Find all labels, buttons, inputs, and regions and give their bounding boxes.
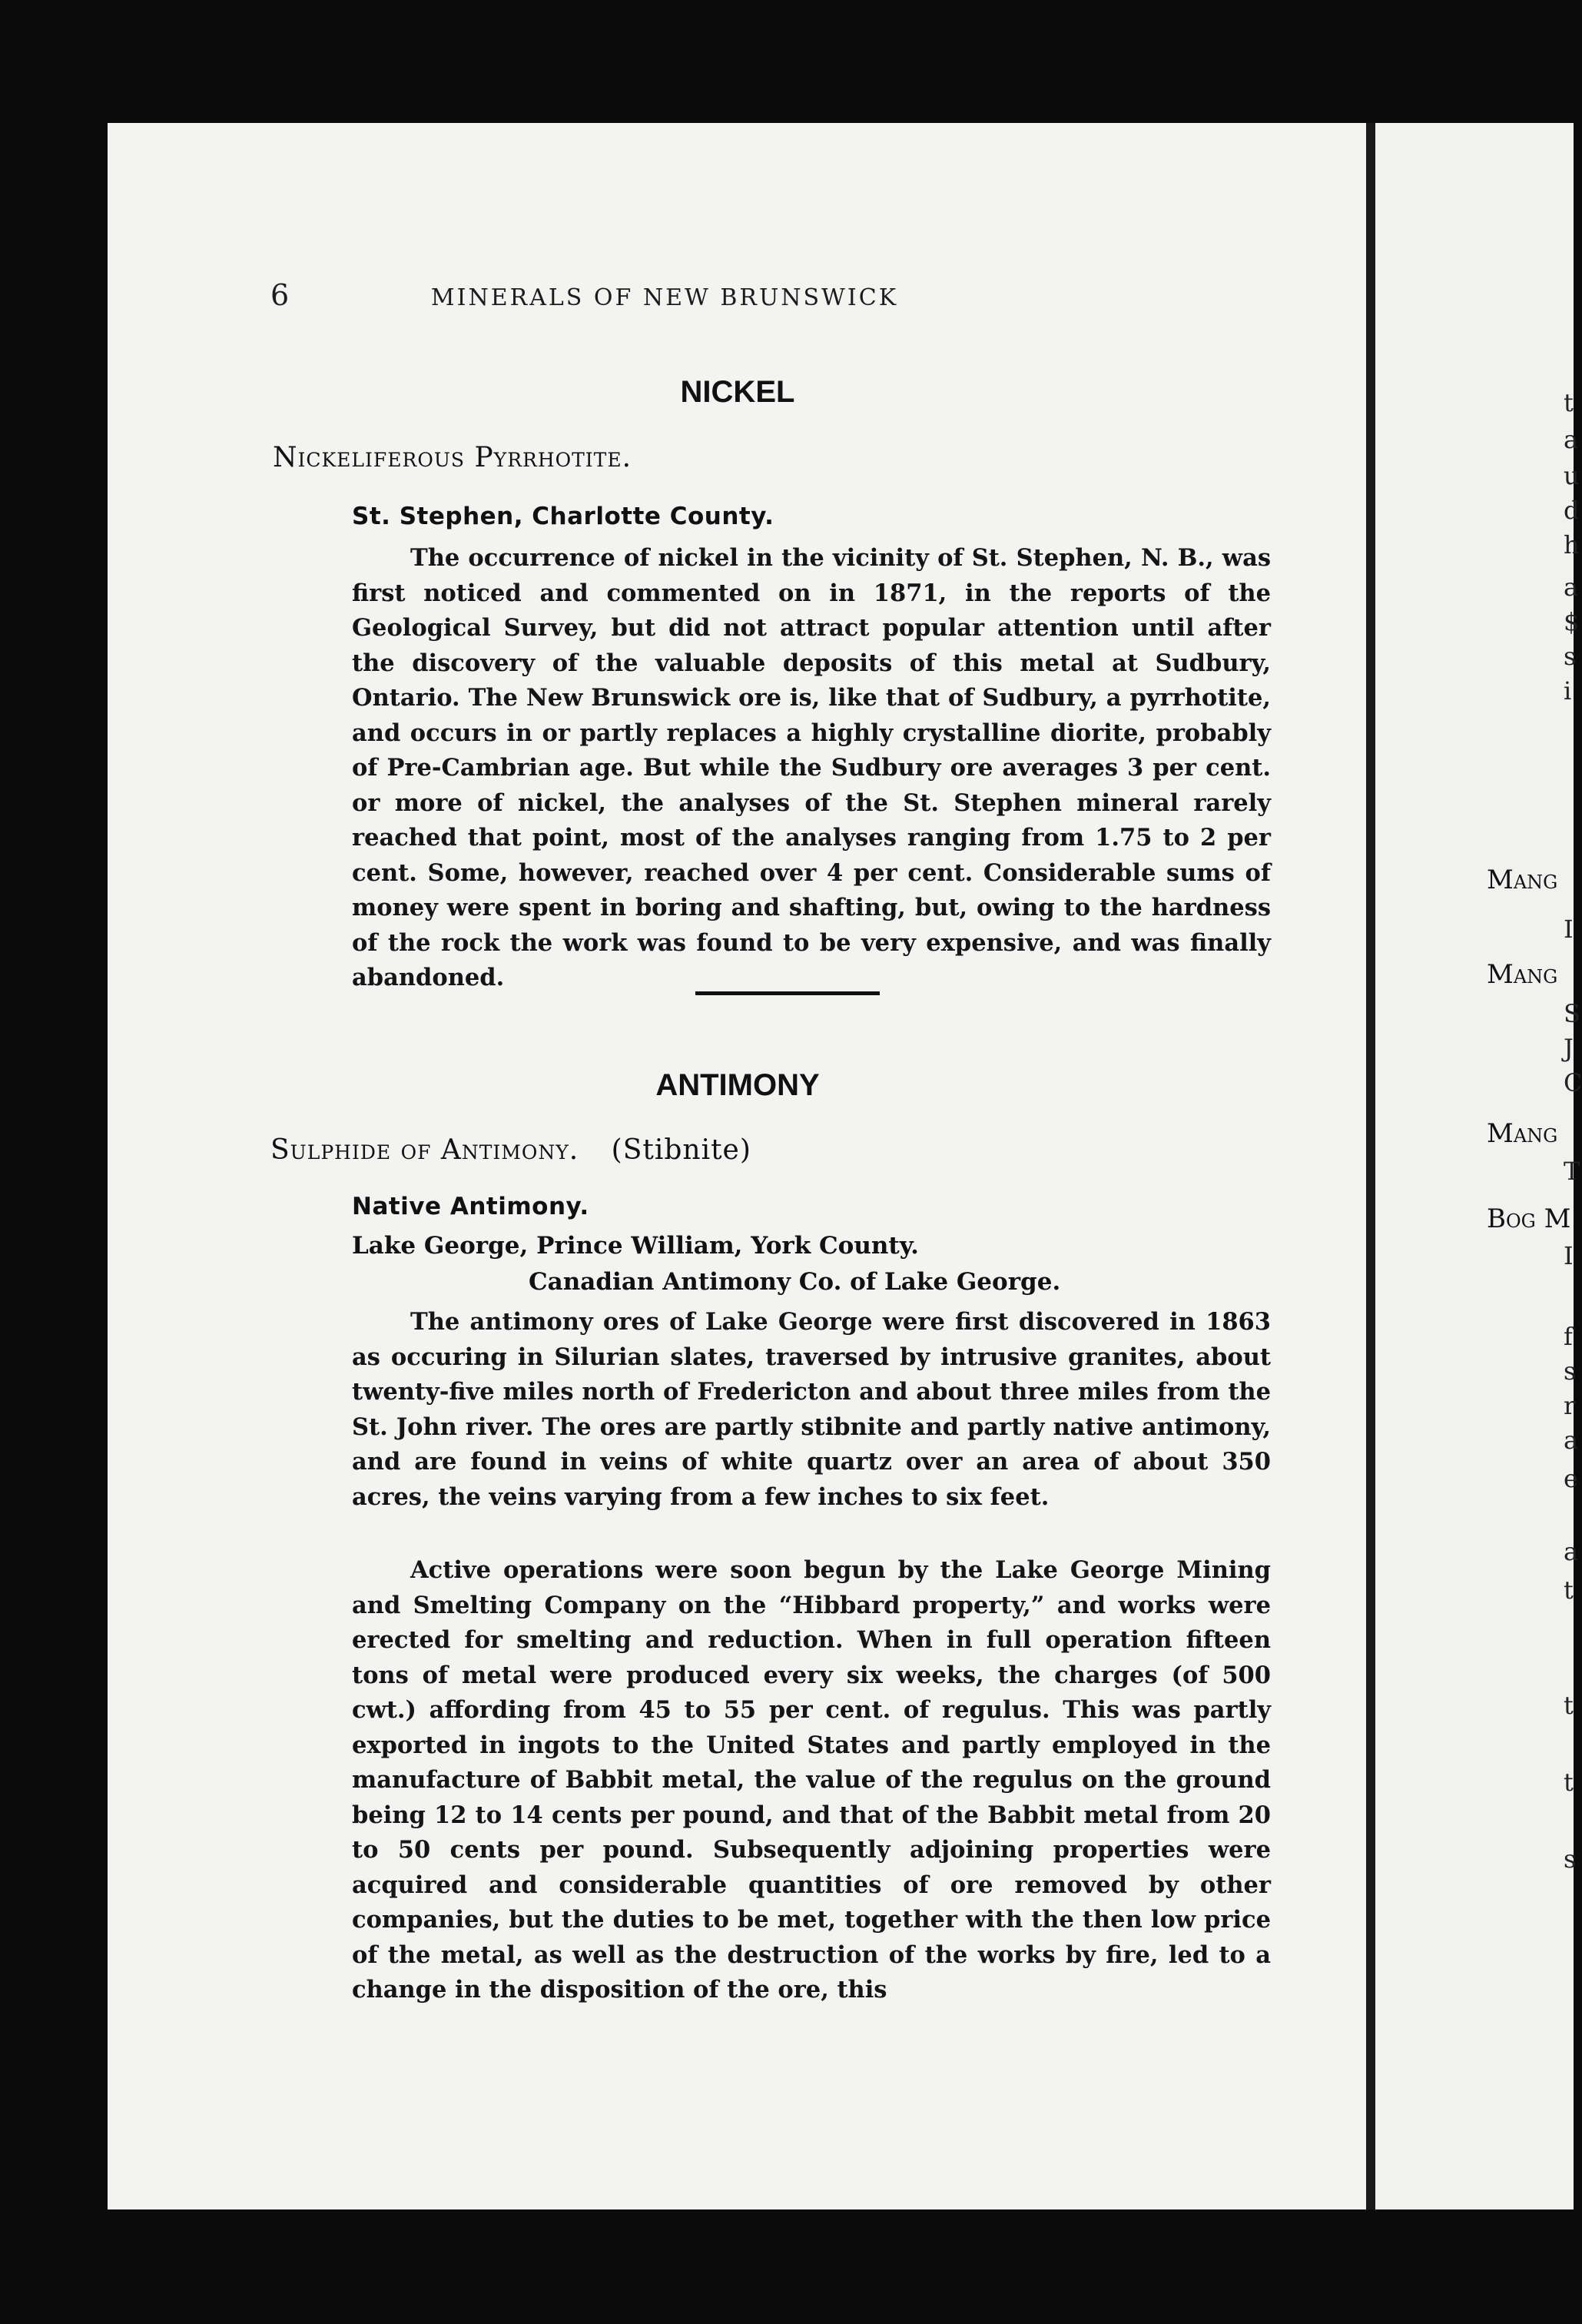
right-page-fragment: a bbox=[1564, 573, 1579, 602]
native-antimony-label: Native Antimony. bbox=[352, 1193, 589, 1220]
company-name: Canadian Antimony Co. of Lake George. bbox=[529, 1268, 1061, 1296]
right-page-fragment: t bbox=[1564, 1575, 1574, 1605]
right-page-fragment: r bbox=[1564, 1391, 1576, 1420]
paragraph-nickel: The occurrence of nickel in the vicinity of St. Stephen, N. B., was first noticed and commented on in 1871, in the reports of the Geological Survey, but did not attract popular attention until after the discovery of the valuable deposits of this metal at Sudbury, Ontario. The New Brunswick ore is, like that of Sudbury, a pyrrhotite, and occurs in or partly replaces a highly crystalline diorite, probably of Pre-Cambrian age. But while the Sudbury ore averages 3 per cent. or more of nickel, the analyses of the St. Stephen mineral rarely reached that point, most of the analyses ranging from 1.75 to 2 per cent. Some, however, reached over 4 per cent. Considerable sums of money were spent in boring and shafting, but, owing to the hardness of the rock the work was found to be very expensive, and was finally abandoned. bbox=[352, 544, 1271, 991]
right-page-fragment: T bbox=[1564, 1157, 1580, 1186]
page-number: 6 bbox=[270, 278, 290, 312]
running-head: MINERALS OF NEW BRUNSWICK bbox=[430, 284, 899, 311]
section-divider bbox=[695, 991, 880, 995]
locality-st-stephen: St. Stephen, Charlotte County. bbox=[352, 503, 774, 530]
right-page-fragment: d bbox=[1564, 496, 1580, 525]
right-page-fragment: e bbox=[1564, 1464, 1578, 1493]
right-page-fragment: t bbox=[1564, 1768, 1574, 1797]
right-page-heading-1: Mang bbox=[1487, 865, 1558, 895]
subhead-sulphide-of-antimony: Sulphide of Antimony. (Stibnite) bbox=[270, 1134, 751, 1166]
paragraph-antimony-1: The antimony ores of Lake George were first discovered in 1863 as occuring in Silurian slates, traversed by intrusive granites, about twenty-five miles north of Fredericton and about three miles from the St. John river. The ores are partly stibnite and partly native antimony, and are found in veins of white quartz over an area of about 350 acres, the veins varying from a few inches to six feet. bbox=[352, 1308, 1271, 1511]
locality-lake-george: Lake George, Prince William, York County. bbox=[352, 1232, 919, 1260]
right-page-fragment: a bbox=[1564, 425, 1579, 454]
right-page-fragment: I bbox=[1564, 915, 1574, 944]
right-page-fragment: J bbox=[1564, 1034, 1574, 1063]
paragraph-antimony-2: Active operations were soon begun by the Lake George Mining and Smelting Company on the “Hibbard property,” and works were erected for smelting and reduction. When in full operation fifteen tons of metal were produced every six weeks, the charges (of 500 cwt.) affording from 45 to 55 per cent. of regulus. This was partly exported in ingots to the United States and partly employed in the manufacture of Babbit metal, the value of the regulus on the ground being 12 to 14 cents per pound, and that of the Babbit metal from 20 to 50 cents per pound. Subsequently adjoining properties were acquired and considerable quantities of ore removed by other companies, but the duties to be met, together with the then low price of the metal, as well as the destruction of the works by fire, led to a change in the disposition of the ore, this bbox=[352, 1556, 1271, 2004]
right-page-fragment: $ bbox=[1564, 607, 1580, 636]
right-page-fragment: I bbox=[1564, 1241, 1574, 1270]
right-page-fragment: s bbox=[1564, 642, 1577, 671]
right-page-heading-3: Mang bbox=[1487, 1118, 1558, 1149]
right-page-heading-2: Mang bbox=[1487, 959, 1558, 990]
section-title-antimony: ANTIMONY bbox=[655, 1068, 820, 1102]
right-page-fragment: s bbox=[1564, 1844, 1577, 1874]
right-page-fragment: h bbox=[1564, 530, 1580, 559]
right-page bbox=[1375, 123, 1577, 2209]
right-page-fragment: i bbox=[1564, 676, 1572, 706]
section-title-nickel: NICKEL bbox=[680, 375, 795, 409]
right-page-fragment: C bbox=[1564, 1068, 1582, 1097]
subhead-nickeliferous-pyrrhotite: Nickeliferous Pyrrhotite. bbox=[273, 442, 632, 473]
right-page-fragment: a bbox=[1564, 1537, 1579, 1566]
right-page-heading-4: Bog M bbox=[1487, 1204, 1571, 1234]
right-page-fragment: s bbox=[1564, 1356, 1577, 1386]
right-page-fragment: u bbox=[1564, 461, 1580, 490]
right-page-fragment: a bbox=[1564, 1426, 1579, 1455]
right-page-fragment: S bbox=[1564, 999, 1580, 1028]
right-page-fragment: t bbox=[1564, 1691, 1574, 1720]
right-page-fragment: t bbox=[1564, 388, 1574, 417]
right-page-fragment: f bbox=[1564, 1322, 1573, 1351]
